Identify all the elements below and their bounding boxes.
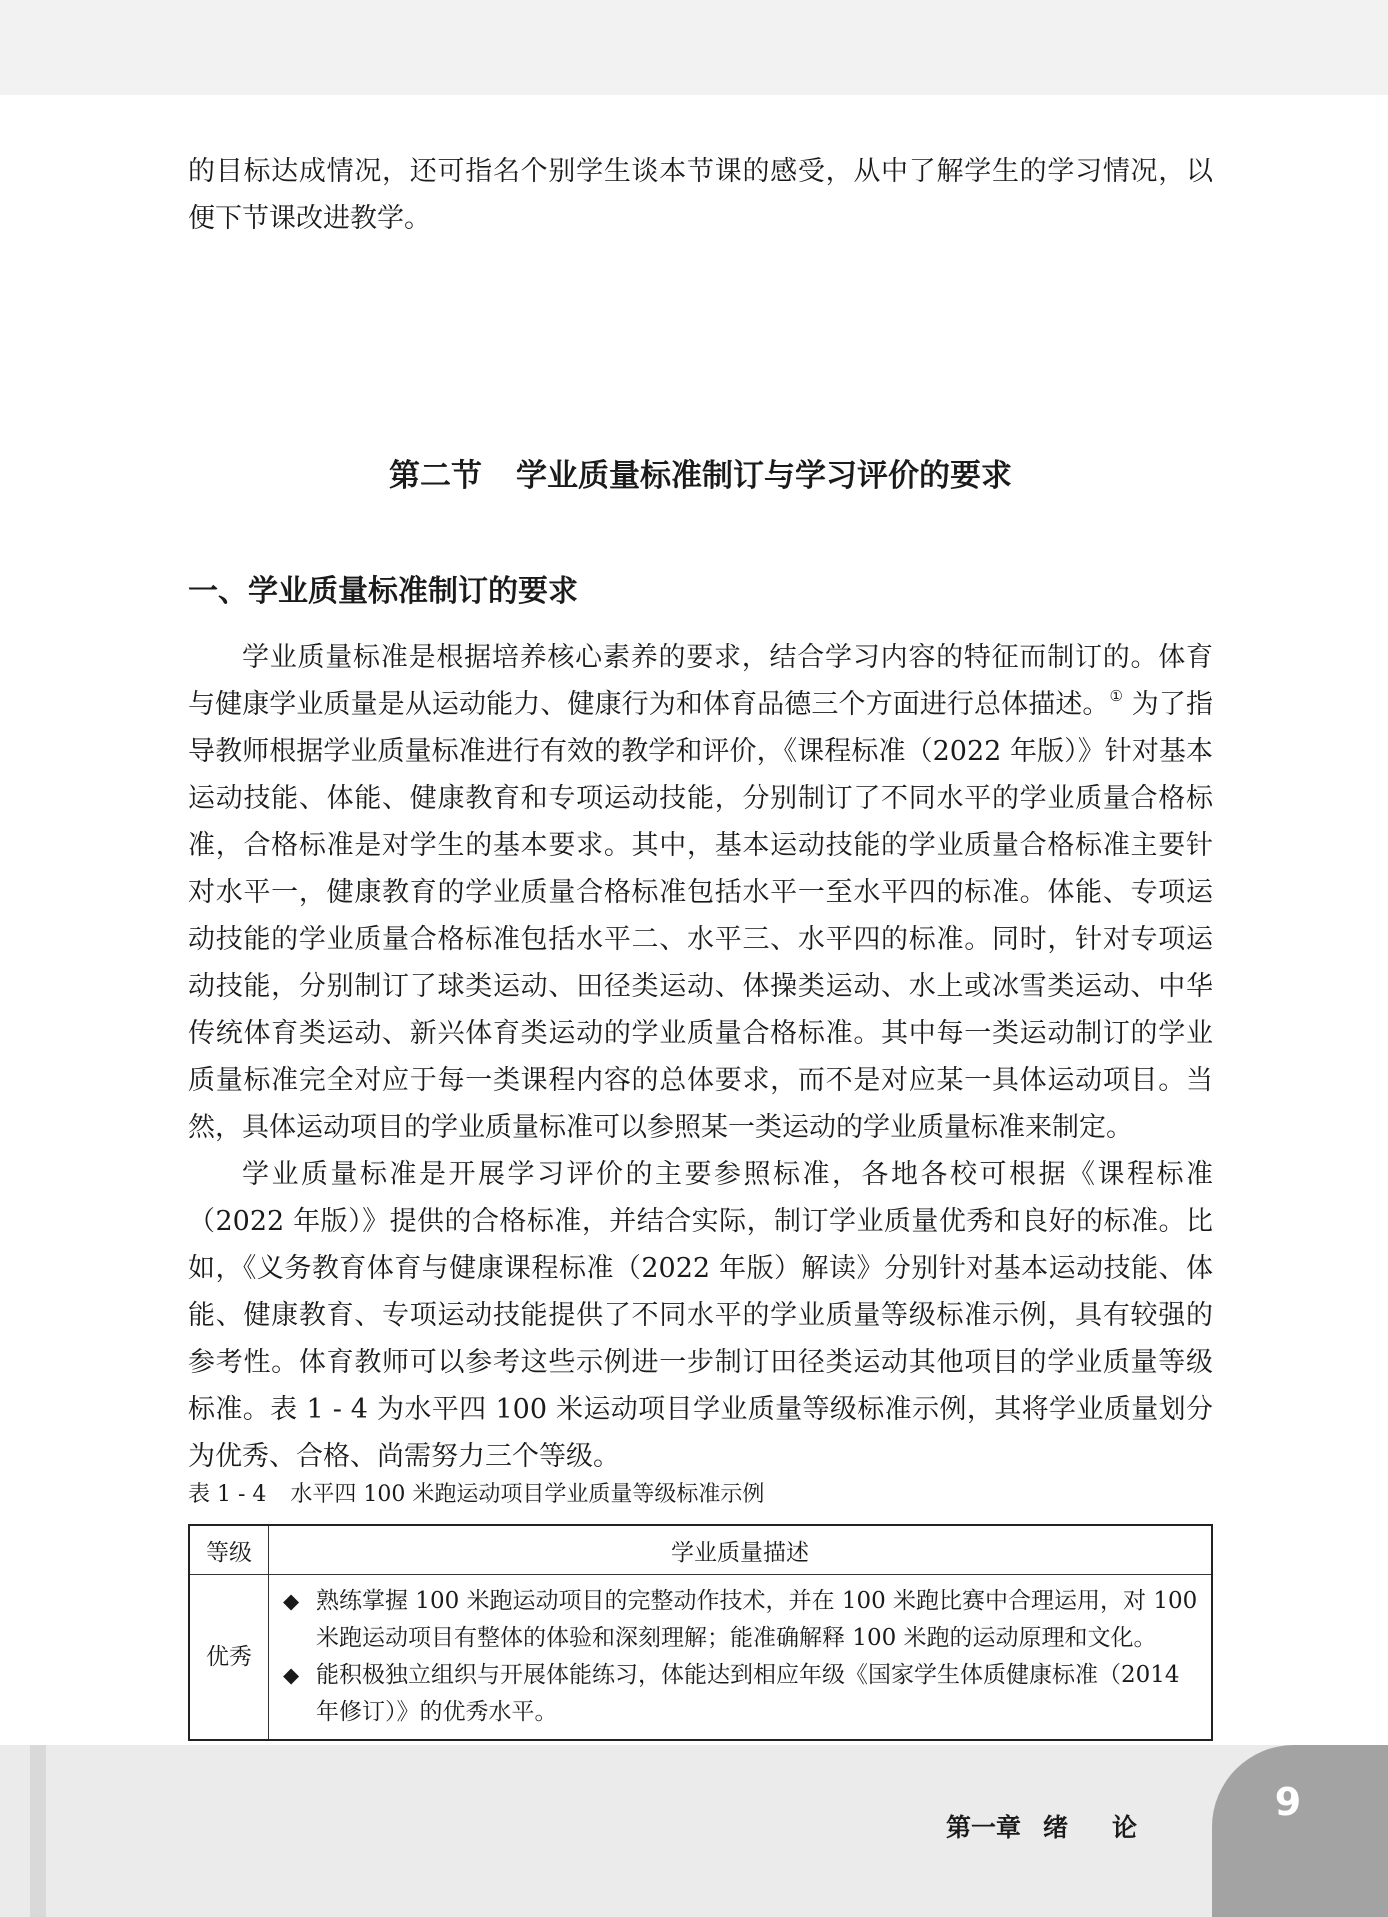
chapter-title-a: 绪 — [1043, 1813, 1069, 1842]
paragraph-2: 学业质量标准是开展学习评价的主要参照标准，各地各校可根据《课程标准（2022 年版）》提供的合格标准，并结合实际，制订学业质量优秀和良好的标准。比如，《义务教育体育与健康课程标准（2022 年版）解读》分别针对基本运动技能、体能、健康教育、专项运动技能提供了不同水平的学业质量等级标准示例，具有较强的参考性。体育教师可以参考这些示例进一步制订田径类运动其他项目的学业质量等级标准。表 1 - 4 为水平四 100 米运动项目学业质量等级标准示例，其将学业质量划分为优秀、合格、尚需努力三个等级。 — [188, 1159, 1213, 1472]
table-header-row — [189, 1525, 1212, 1575]
description-item: ◆ 能积极独立组织与开展体能练习，体能达到相应年级《国家学生体质健康标准（2014 年修订）》的优秀水平。 — [283, 1657, 1199, 1731]
intro-paragraph: 的目标达成情况，还可指名个别学生谈本节课的感受，从中了解学生的学习情况，以便下节课改进教学。 — [188, 156, 1213, 234]
footer-stripe — [30, 1745, 46, 1917]
section-number: 第二节 — [389, 458, 482, 494]
header-level: 等级 — [189, 1525, 269, 1575]
table-caption-title: 水平四 100 米跑运动项目学业质量等级标准示例 — [290, 1482, 765, 1507]
subsection-heading: 一、学业质量标准制订的要求 — [188, 574, 578, 609]
paragraph-1-part-a: 学业质量标准是根据培养核心素养的要求，结合学习内容的特征而制订的。体育与健康学业质量是从运动能力、健康行为和体育品德三个方面进行总体描述。 — [188, 642, 1213, 720]
quality-standard-table — [188, 1524, 1213, 1741]
chapter-label — [946, 1808, 1137, 1844]
paragraph-1-part-b: 为了指导教师根据学业质量标准进行有效的教学和评价，《课程标准（2022 年版）》针对基本运动技能、体能、健康教育和专项运动技能，分别制订了不同水平的学业质量合格标准，合格标准是对学生的基本要求。其中，基本运动技能的学业质量合格标准主要针对水平一，健康教育的学业质量合格标准包括水平一至水平四的标准。体能、专项运动技能的学业质量合格标准包括水平二、水平三、水平四的标准。同时，针对专项运动技能，分别制订了球类运动、田径类运动、体操类运动、水上或冰雪类运动、中华传统体育类运动、新兴体育类运动的学业质量合格标准。其中每一类运动制订的学业质量标准完全对应于每一类课程内容的总体要求，而不是对应某一具体运动项目。当然，具体运动项目的学业质量标准可以参照某一类运动的学业质量标准来制定。 — [188, 689, 1214, 1143]
paragraph-1 — [188, 634, 1213, 1151]
description-cell — [269, 1575, 1213, 1741]
section-title — [188, 450, 1213, 495]
description-item: ◆ 熟练掌握 100 米跑运动项目的完整动作技术，并在 100 米跑比赛中合理运用，对 100 米跑运动项目有整体的体验和深刻理解；能准确解释 100 米跑的运动原理和文化。 — [283, 1583, 1199, 1657]
footnote-reference[interactable]: ① — [1109, 687, 1124, 705]
section-title-text: 学业质量标准制订与学习评价的要求 — [516, 458, 1012, 494]
top-band — [0, 0, 1388, 95]
chapter-title-b: 论 — [1112, 1813, 1138, 1842]
page-number-tab — [1212, 1745, 1388, 1917]
table-row — [189, 1575, 1212, 1741]
level-cell: 优秀 — [189, 1575, 269, 1741]
footer-band — [0, 1745, 1388, 1917]
table-caption — [188, 1477, 764, 1508]
page-number: 9 — [1274, 1780, 1302, 1824]
chapter-number: 第一章 — [946, 1813, 1022, 1842]
table-caption-id: 表 1 - 4 — [188, 1482, 267, 1507]
body-text — [188, 634, 1213, 1480]
header-description: 学业质量描述 — [269, 1525, 1213, 1575]
page-content — [188, 148, 1214, 1725]
